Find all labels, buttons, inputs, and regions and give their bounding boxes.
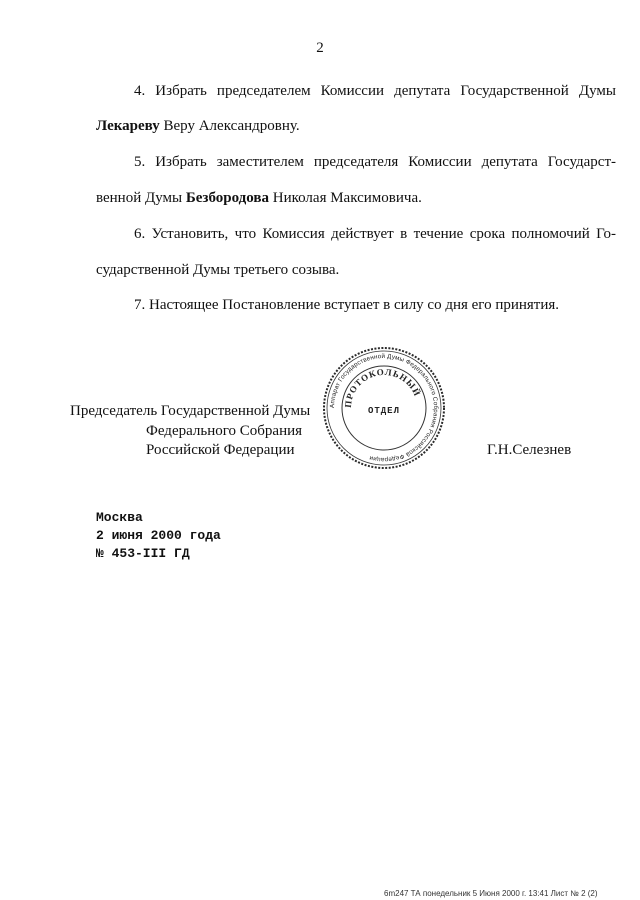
protocol-department-stamp (322, 346, 446, 470)
stamp-outer-text: Аппарат Государственной Думы Федерального Собрания Российской Федерации (328, 352, 440, 464)
item-4-line-2 (96, 117, 300, 135)
item-7-line-1: 7. Настоящее Постановление вступает в силу со дня его принятия. (134, 297, 560, 313)
deputy-chair-name-bold: Безбородова (185, 190, 269, 206)
stamp-center-text: ОТДЕЛ (367, 406, 401, 416)
deputy-name-rest: Веру Александровну. (159, 118, 300, 134)
svg-text:ПРОТОКОЛЬНЫЙ (343, 367, 423, 408)
place: Москва (96, 510, 143, 525)
item-5-prefix: венной Думы (96, 190, 186, 206)
signatory-title-line-3: Российской Федерации (146, 442, 295, 458)
signatory-title-line-1: Председатель Государственной Думы (70, 403, 311, 419)
stamp-inner-text: ПРОТОКОЛЬНЫЙ (342, 366, 423, 409)
date: 2 июня 2000 года (96, 528, 221, 543)
item-5-line-2 (96, 189, 422, 207)
deputy-name-bold: Лекареву (96, 118, 160, 134)
fax-footer: 6m247 ТА понедельник 5 Июня 2000 г. 13:41 Лист № 2 (2) (384, 889, 598, 898)
item-4-line-1: 4. Избрать председателем Комиссии депутата Государственной Думы (134, 83, 616, 99)
item-6-line-2: сударственной Думы третьего созыва. (96, 262, 340, 278)
item-5-line-1: 5. Избрать заместителем председателя Комиссии депутата Государст- (134, 154, 616, 170)
document-number: № 453-III ГД (96, 546, 190, 561)
deputy-chair-name-rest: Николая Максимовича. (268, 190, 422, 206)
signatory-title-line-2: Федерального Собрания (146, 423, 303, 439)
signatory-name: Г.Н.Селезнев (487, 442, 572, 458)
page-number: 2 (316, 40, 324, 56)
item-6-line-1: 6. Установить, что Комиссия действует в течение срока полномочий Го- (134, 226, 616, 242)
